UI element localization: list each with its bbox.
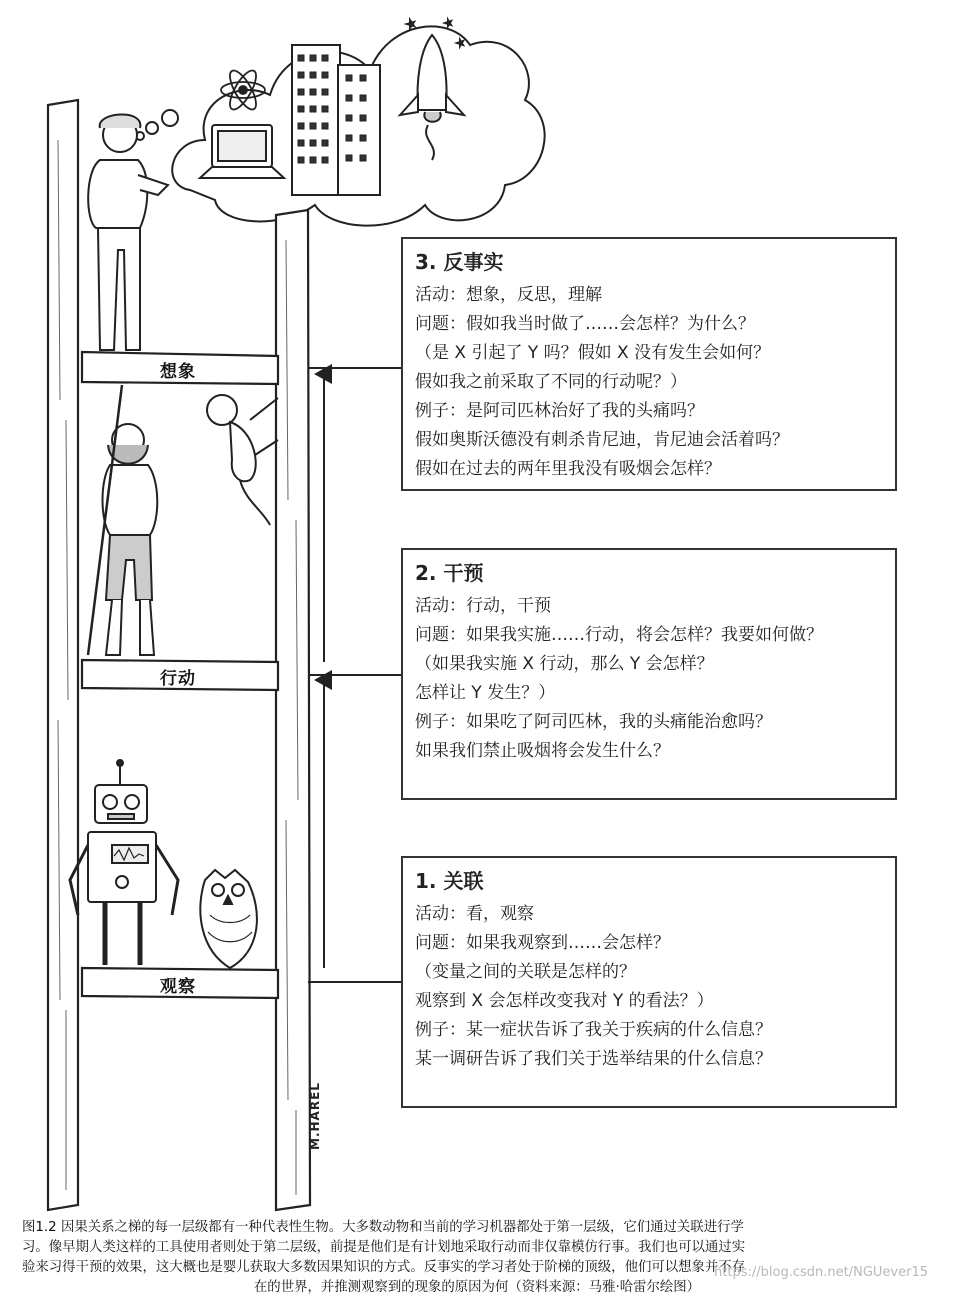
level-line: 例子：某一症状告诉了我关于疾病的什么信息？ — [415, 1020, 772, 1040]
level-line: 问题：如果我实施……行动，将会怎样？我要如何做？ — [415, 625, 823, 645]
level-line: 问题：如果我观察到……会怎样？ — [415, 933, 670, 953]
rung-label-act: 行动 — [160, 669, 196, 689]
level-line: （如果我实施 X 行动，那么 Y 会怎样？ — [415, 654, 714, 674]
owl-figure — [200, 870, 257, 968]
level-line: 活动：想象，反思，理解 — [415, 285, 602, 305]
level-line: 假如奥斯沃德没有刺杀肯尼迪，肯尼迪会活着吗？ — [415, 430, 789, 450]
buildings-icon — [292, 45, 380, 195]
ladder-posts — [48, 100, 310, 1210]
level-line: 活动：看，观察 — [415, 904, 534, 924]
level-box-counterfactual — [401, 237, 897, 491]
level-title: 2. 干预 — [415, 561, 484, 585]
level-line: （是 X 引起了 Y 吗？假如 X 没有发生会如何？ — [415, 343, 771, 363]
caption-line: 在的世界，并推测观察到的现象的原因为何（资料来源：马雅·哈雷尔绘图） — [253, 1280, 701, 1295]
level-title: 1. 关联 — [415, 869, 484, 893]
caption-line: 图1.2 因果关系之梯的每一层级都有一种代表性生物。大多数动物和当前的学习机器都处于第一层级，它们通过关联进行学 — [22, 1220, 744, 1235]
level-line: 如果我们禁止吸烟将会发生什么？ — [415, 741, 670, 761]
watermark: https://blog.csdn.net/NGUever15 — [714, 1265, 928, 1280]
artist-signature: M.HAREL — [308, 1082, 322, 1150]
early-human-figure — [88, 385, 157, 655]
robot-figure — [70, 760, 178, 965]
level-line: 观察到 X 会怎样改变我对 Y 的看法？） — [415, 991, 714, 1011]
figure-caption — [22, 1218, 932, 1298]
connectors — [308, 368, 403, 982]
level-line: 活动：行动，干预 — [415, 596, 551, 616]
level-line: 例子：如果吃了阿司匹林，我的头痛能治愈吗？ — [415, 712, 772, 732]
level-line: 假如我之前采取了不同的行动呢？） — [415, 372, 687, 392]
caption-line: 习。像早期人类这样的工具使用者则处于第二层级，前提是他们是有计划地采取行动而非仅靠模仿行事。我们也可以通过实 — [22, 1240, 746, 1255]
level-title: 3. 反事实 — [415, 250, 504, 274]
caption-line: 验来习得干预的效果，这大概也是婴儿获取大多数因果知识的方式。反事实的学习者处于阶梯的顶级，他们可以想象并不存 — [22, 1260, 746, 1275]
level-line: （变量之间的关联是怎样的？ — [415, 962, 636, 982]
rung-label-imagine: 想象 — [160, 362, 196, 382]
baby-figure — [207, 395, 278, 525]
thinker-figure — [88, 114, 168, 350]
level-line: 例子：是阿司匹林治好了我的头痛吗？ — [415, 401, 704, 421]
level-line: 某一调研告诉了我们关于选举结果的什么信息？ — [415, 1049, 772, 1069]
level-line: 假如在过去的两年里我没有吸烟会怎样？ — [415, 459, 721, 479]
rung-label-observe: 观察 — [160, 977, 196, 997]
laptop-icon — [200, 125, 284, 178]
level-line: 问题：假如我当时做了……会怎样？为什么？ — [415, 314, 755, 334]
level-box-intervention — [401, 548, 897, 800]
level-box-association — [401, 856, 897, 1108]
level-line: 怎样让 Y 发生？） — [415, 683, 556, 703]
